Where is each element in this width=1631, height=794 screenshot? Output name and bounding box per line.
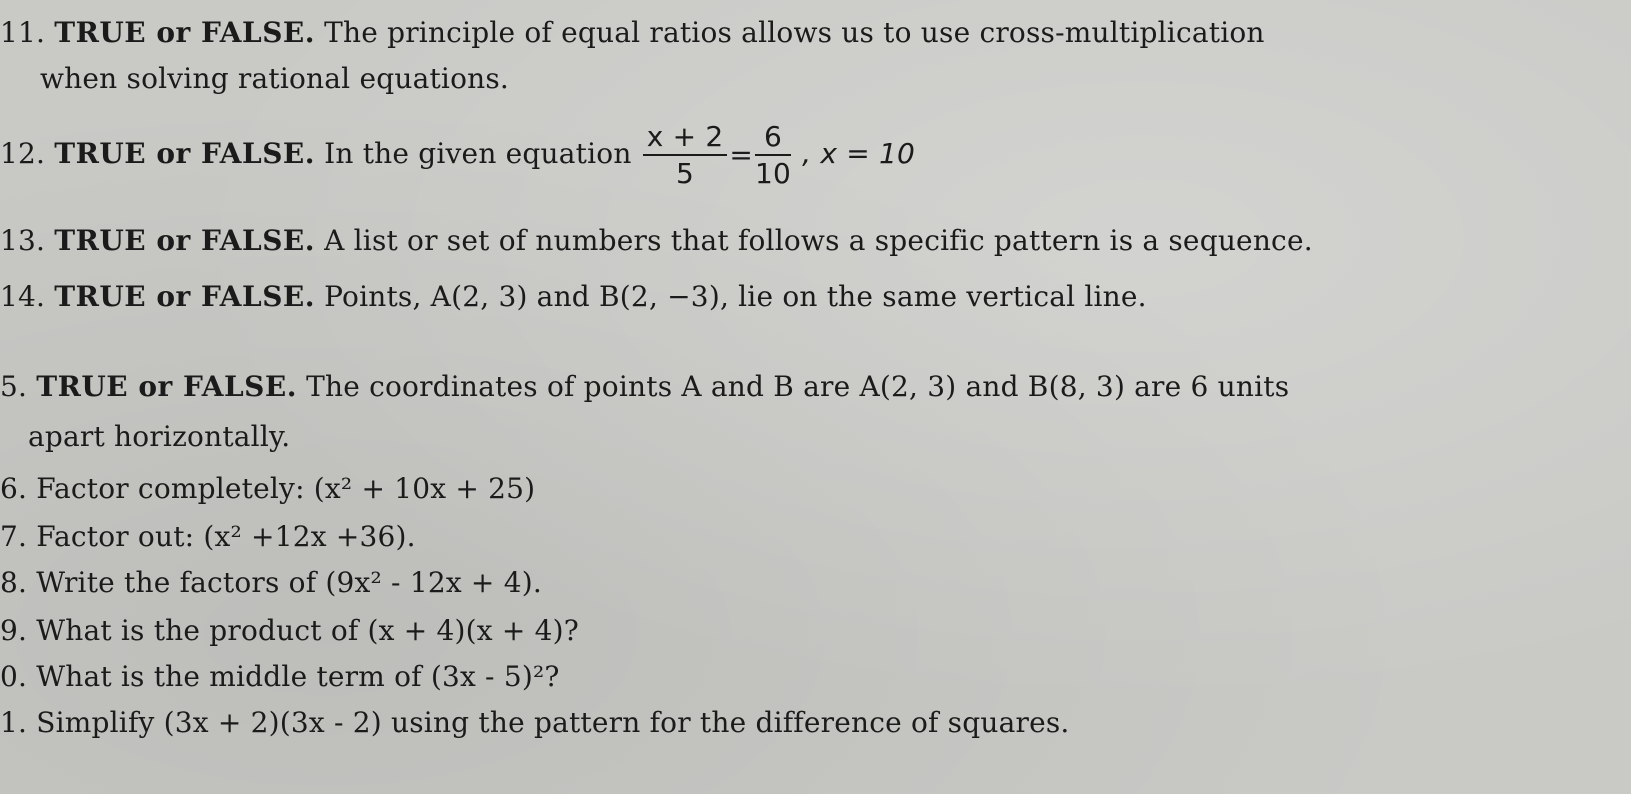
question-16: [0, 472, 535, 506]
question-number: 7.: [0, 520, 28, 553]
question-text: What is the product of (x + 4)(x + 4)?: [36, 614, 579, 647]
true-false-label: TRUE or FALSE.: [54, 280, 315, 313]
question-text: What is the middle term of (3x - 5)²?: [36, 660, 560, 693]
question-11-continued: [40, 62, 509, 96]
question-text: Factor completely: (x² + 10x + 25): [36, 472, 536, 505]
fraction-numerator: x + 2: [643, 122, 728, 156]
fraction-left: [643, 119, 728, 190]
question-18: [0, 566, 542, 600]
question-13: [0, 224, 1313, 258]
question-number: 8.: [0, 566, 28, 599]
true-false-label: TRUE or FALSE.: [36, 370, 297, 403]
equals-sign: =: [729, 138, 754, 172]
question-number: 5.: [0, 370, 28, 403]
question-text: The coordinates of points A and B are A(2, 3) and B(8, 3) are 6 units: [306, 370, 1290, 403]
true-false-label: TRUE or FALSE.: [54, 224, 315, 257]
question-number: 13.: [0, 224, 46, 257]
question-number: 11.: [0, 16, 46, 49]
fraction-denominator: 10: [755, 156, 792, 190]
question-text: A list or set of numbers that follows a specific pattern is a sequence.: [324, 224, 1313, 257]
question-12: [0, 116, 915, 192]
question-20: [0, 660, 560, 694]
question-15: [0, 370, 1289, 404]
true-false-label: TRUE or FALSE.: [54, 16, 315, 49]
question-number: 12.: [0, 137, 46, 170]
x-value: , x = 10: [802, 137, 916, 170]
true-false-label: TRUE or FALSE.: [54, 137, 315, 170]
fraction-right: [755, 119, 792, 190]
question-text: apart horizontally.: [28, 420, 291, 453]
fraction-numerator: 6: [755, 122, 791, 156]
question-text: In the given equation: [324, 137, 632, 170]
question-text: Write the factors of (9x² - 12x + 4).: [36, 566, 542, 599]
question-number: 6.: [0, 472, 28, 505]
question-number: 9.: [0, 614, 28, 647]
question-11: [0, 16, 1265, 50]
question-text: Points, A(2, 3) and B(2, −3), lie on the same vertical line.: [324, 280, 1147, 313]
question-14: [0, 280, 1147, 314]
question-21: [0, 706, 1070, 740]
question-text: The principle of equal ratios allows us to use cross-multiplication: [324, 16, 1265, 49]
question-17: [0, 520, 416, 554]
question-number: 1.: [0, 706, 28, 739]
question-number: 14.: [0, 280, 46, 313]
fraction-denominator: 5: [676, 156, 695, 190]
question-number: 0.: [0, 660, 28, 693]
question-text: Simplify (3x + 2)(3x - 2) using the pattern for the difference of squares.: [36, 706, 1070, 739]
question-text: when solving rational equations.: [40, 62, 510, 95]
question-19: [0, 614, 579, 648]
question-text: Factor out: (x² +12x +36).: [36, 520, 416, 553]
question-15-continued: [28, 420, 290, 454]
